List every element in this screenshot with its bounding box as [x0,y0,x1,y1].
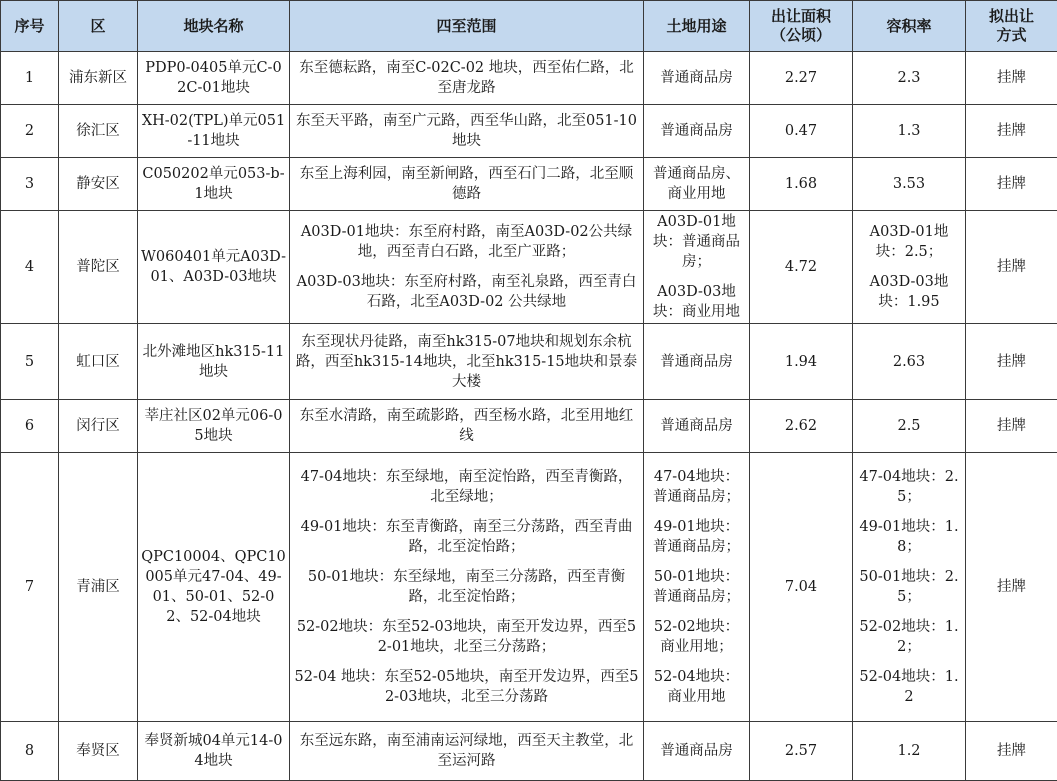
cell-land-use-text: 52-04地块：商业用地 [647,667,746,707]
cell-boundaries [290,324,644,400]
cell-far [853,52,966,105]
cell-area: 4.72 [750,211,853,324]
cell-boundaries-text: 49-01地块：东至青衡路，南至三分荡路，西至青曲路，北至淀怡路； [294,517,639,557]
cell-far-text: 2.3 [856,68,962,88]
cell-boundaries [290,158,644,211]
cell-seq: 3 [1,158,59,211]
header-method: 拟出让方式 [966,1,1057,52]
cell-area: 1.94 [750,324,853,400]
cell-far-text: A03D-01地块：2.5； [856,222,962,262]
cell-method: 挂牌 [966,324,1057,400]
cell-district: 静安区 [59,158,138,211]
cell-seq: 5 [1,324,59,400]
cell-far-text: 3.53 [856,174,962,194]
cell-boundaries-text: 东至上海利园，南至新闸路，西至石门二路，北至顺德路 [294,164,639,204]
cell-seq: 1 [1,52,59,105]
table-row [1,52,1057,105]
cell-area: 0.47 [750,105,853,158]
cell-far-text: A03D-03地块：1.95 [856,272,962,312]
cell-far-text: 1.3 [856,121,962,141]
header-area: 出让面积（公顷） [750,1,853,52]
cell-plot-name: 北外滩地区hk315-11地块 [138,324,290,400]
cell-boundaries-text: 50-01地块：东至绿地，南至三分荡路，西至青衡路，北至淀怡路； [294,567,639,607]
table-row [1,722,1057,781]
cell-far [853,105,966,158]
cell-land-use [644,52,750,105]
table-row [1,158,1057,211]
cell-district: 浦东新区 [59,52,138,105]
cell-far-text: 49-01地块：1.8； [856,517,962,557]
cell-far-text: 52-04地块：1.2 [856,667,962,707]
cell-land-use-text: 47-04地块：普通商品房； [647,467,746,507]
cell-boundaries-text: 东至远东路，南至浦南运河绿地，西至天主教堂，北至运河路 [294,731,639,771]
cell-boundaries-text: 东至天平路，南至广元路，西至华山路，北至051-10地块 [294,111,639,151]
cell-boundaries-text: 52-04 地块：东至52-05地块，南至开发边界，西至52-03地块，北至三分荡路 [294,667,639,707]
cell-boundaries [290,722,644,781]
cell-district: 普陀区 [59,211,138,324]
cell-land-use [644,453,750,722]
cell-boundaries-text: 东至德耘路，南至C-02C-02 地块，西至佑仁路，北至唐龙路 [294,58,639,98]
cell-plot-name: QPC10004、QPC10005单元47-04、49-01、50-01、52-02、52-04地块 [138,453,290,722]
cell-plot-name: 莘庄社区02单元06-05地块 [138,400,290,453]
header-row [1,1,1057,52]
cell-land-use-text: 普通商品房 [647,416,746,436]
cell-seq: 7 [1,453,59,722]
cell-land-use-text: 49-01地块：普通商品房； [647,517,746,557]
cell-boundaries-text: A03D-01地块：东至府村路，南至A03D-02公共绿地，西至青白石路，北至广亚路； [294,222,639,262]
cell-boundaries-text: 52-02地块：东至52-03地块，南至开发边界，西至52-01地块，北至三分荡路； [294,617,639,657]
cell-method: 挂牌 [966,52,1057,105]
cell-boundaries [290,453,644,722]
table-row [1,324,1057,400]
cell-far [853,211,966,324]
cell-method: 挂牌 [966,105,1057,158]
cell-far-text: 2.63 [856,352,962,372]
header-far: 容积率 [853,1,966,52]
cell-seq: 8 [1,722,59,781]
cell-boundaries [290,52,644,105]
cell-land-use [644,105,750,158]
cell-boundaries-text: 东至现状丹徒路，南至hk315-07地块和规划东余杭路，西至hk315-14地块，北至hk315-15地块和景泰大楼 [294,332,639,392]
cell-plot-name: W060401单元A03D-01、A03D-03地块 [138,211,290,324]
cell-land-use-text: 普通商品房 [647,352,746,372]
cell-far-text: 50-01地块：2.5； [856,567,962,607]
cell-method: 挂牌 [966,211,1057,324]
cell-land-use-text: 普通商品房 [647,741,746,761]
cell-plot-name: XH-02(TPL)单元051-11地块 [138,105,290,158]
cell-land-use-text: 50-01地块：普通商品房； [647,567,746,607]
cell-area: 2.57 [750,722,853,781]
cell-far-text: 1.2 [856,741,962,761]
cell-boundaries [290,400,644,453]
table-row [1,105,1057,158]
cell-land-use-text: A03D-01地块：普通商品房； [647,212,746,272]
cell-far-text: 47-04地块：2.5； [856,467,962,507]
header-seq: 序号 [1,1,59,52]
cell-area: 2.27 [750,52,853,105]
cell-land-use [644,722,750,781]
cell-land-use-text: 普通商品房、商业用地 [647,164,746,204]
cell-land-use [644,400,750,453]
table-row [1,400,1057,453]
cell-land-use [644,158,750,211]
cell-plot-name: 奉贤新城04单元14-04地块 [138,722,290,781]
cell-land-use [644,211,750,324]
cell-area: 2.62 [750,400,853,453]
cell-land-use [644,324,750,400]
cell-seq: 2 [1,105,59,158]
cell-far-text: 2.5 [856,416,962,436]
cell-method: 挂牌 [966,400,1057,453]
cell-boundaries [290,211,644,324]
cell-land-use-text: 普通商品房 [647,121,746,141]
cell-far [853,158,966,211]
header-plot-name: 地块名称 [138,1,290,52]
cell-district: 徐汇区 [59,105,138,158]
cell-boundaries-text: 东至水清路，南至疏影路，西至杨水路，北至用地红线 [294,406,639,446]
cell-far [853,453,966,722]
cell-boundaries-text: A03D-03地块：东至府村路，南至礼泉路，西至青白石路，北至A03D-02 公共绿地 [294,272,639,312]
cell-district: 闵行区 [59,400,138,453]
cell-boundaries-text: 47-04地块：东至绿地，南至淀怡路，西至青衡路，北至绿地； [294,467,639,507]
cell-plot-name: C050202单元053-b-1地块 [138,158,290,211]
cell-method: 挂牌 [966,722,1057,781]
table-row [1,211,1057,324]
cell-far [853,722,966,781]
header-land-use: 土地用途 [644,1,750,52]
cell-far [853,324,966,400]
header-boundaries: 四至范围 [290,1,644,52]
cell-boundaries [290,105,644,158]
cell-plot-name: PDP0-0405单元C-02C-01地块 [138,52,290,105]
cell-area: 7.04 [750,453,853,722]
cell-district: 奉贤区 [59,722,138,781]
cell-method: 挂牌 [966,158,1057,211]
cell-land-use-text: A03D-03地块：商业用地 [647,282,746,322]
header-district: 区 [59,1,138,52]
cell-seq: 4 [1,211,59,324]
cell-method: 挂牌 [966,453,1057,722]
cell-land-use-text: 普通商品房 [647,68,746,88]
cell-district: 虹口区 [59,324,138,400]
cell-far [853,400,966,453]
cell-seq: 6 [1,400,59,453]
cell-district: 青浦区 [59,453,138,722]
table-row [1,453,1057,722]
cell-far-text: 52-02地块：1.2； [856,617,962,657]
cell-land-use-text: 52-02地块：商业用地； [647,617,746,657]
cell-area: 1.68 [750,158,853,211]
